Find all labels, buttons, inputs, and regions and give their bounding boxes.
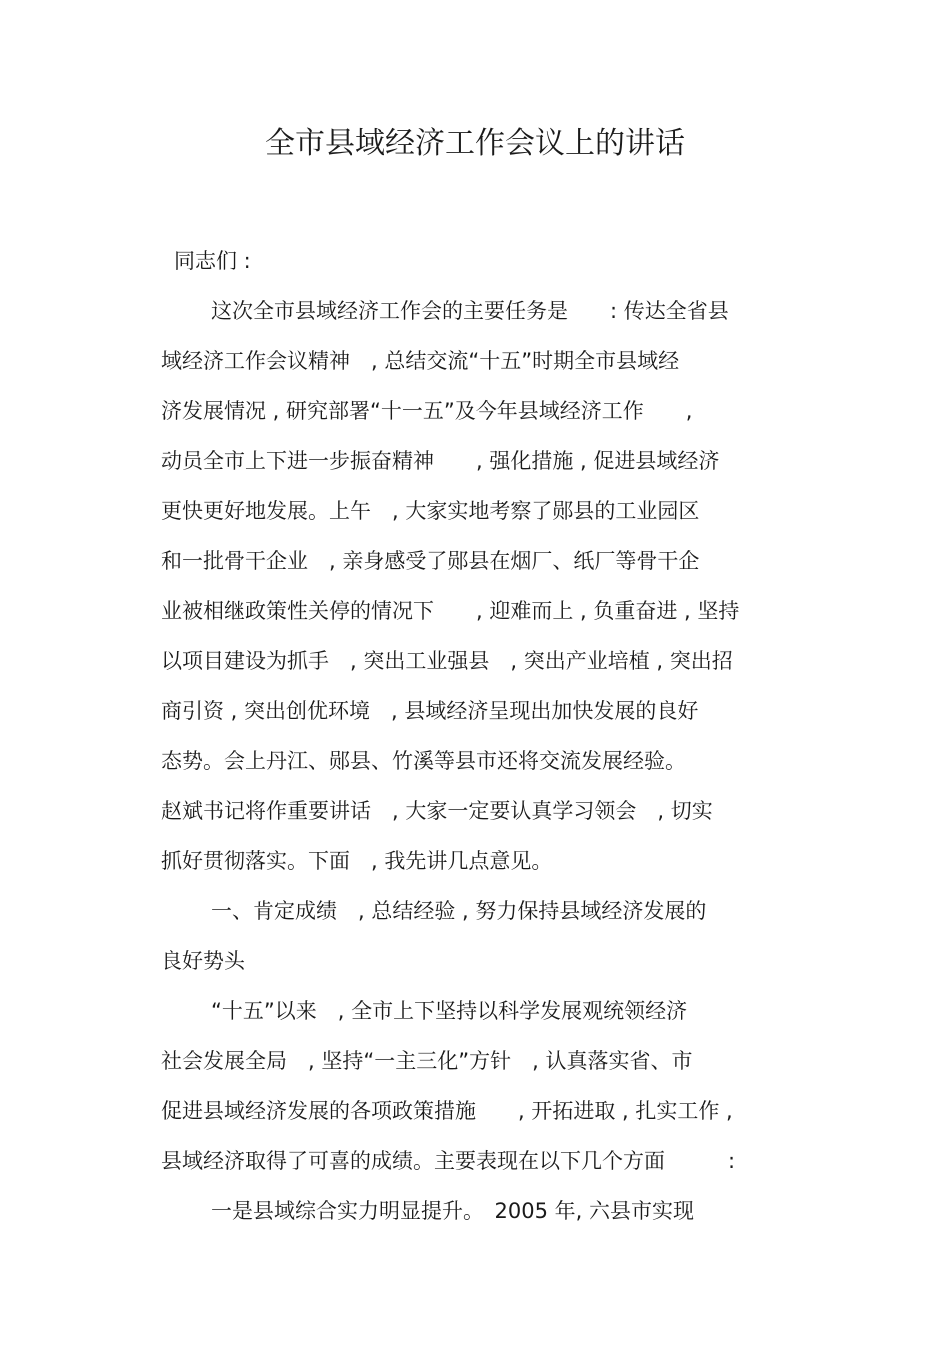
body-line: 域经济工作会议精神 , 总结交流“十五”时期全市县域经 — [161, 349, 680, 373]
body-line: 这次全市县域经济工作会的主要任务是 : 传达全省县 — [211, 299, 729, 323]
document-title: 全市县域经济工作会议上的讲话 — [265, 126, 685, 161]
body-line: 业被相继政策性关停的情况下 , 迎难而上 , 负重奋进 , 坚持 — [161, 599, 740, 623]
body-line: 抓好贯彻落实。下面 , 我先讲几点意见。 — [161, 849, 553, 873]
body-line: 以项目建设为抓手 , 突出工业强县 , 突出产业培植 , 突出招 — [161, 649, 733, 673]
body-line: 和一批骨干企业 , 亲身感受了郧县在烟厂、纸厂等骨干企 — [161, 549, 700, 573]
body-line: 社会发展全局 , 坚持“一主三化”方针 , 认真落实省、市 — [161, 1049, 693, 1073]
salutation-line: 同志们 : — [174, 249, 251, 273]
section-heading-line: 良好势头 — [161, 949, 245, 973]
body-line: 态势。会上丹江、郧县、竹溪等县市还将交流发展经验。 — [161, 749, 686, 773]
body-line: 更快更好地发展。上午 , 大家实地考察了郧县的工业园区 — [161, 499, 700, 523]
body-line: “十五”以来 , 全市上下坚持以科学发展观统领经济 — [211, 999, 688, 1023]
body-line: 县域经济取得了可喜的成绩。主要表现在以下几个方面 : — [161, 1149, 736, 1173]
body-line: 商引资 , 突出创优环境 , 县域经济呈现出加快发展的良好 — [161, 699, 699, 723]
body-line: 动员全市上下进一步振奋精神 , 强化措施 , 促进县域经济 — [161, 449, 720, 473]
body-line: 赵斌书记将作重要讲话 , 大家一定要认真学习领会 , 切实 — [161, 799, 713, 823]
body-line: 促进县域经济发展的各项政策措施 , 开拓进取 , 扎实工作 , — [161, 1099, 733, 1123]
body-line: 一是县域综合实力明显提升。 2005 年, 六县市实现 — [211, 1199, 694, 1223]
body-line: 济发展情况 , 研究部署“十一五”及今年县域经济工作 , — [161, 399, 693, 423]
section-heading-line: 一、肯定成绩 , 总结经验 , 努力保持县域经济发展的 — [211, 899, 707, 923]
